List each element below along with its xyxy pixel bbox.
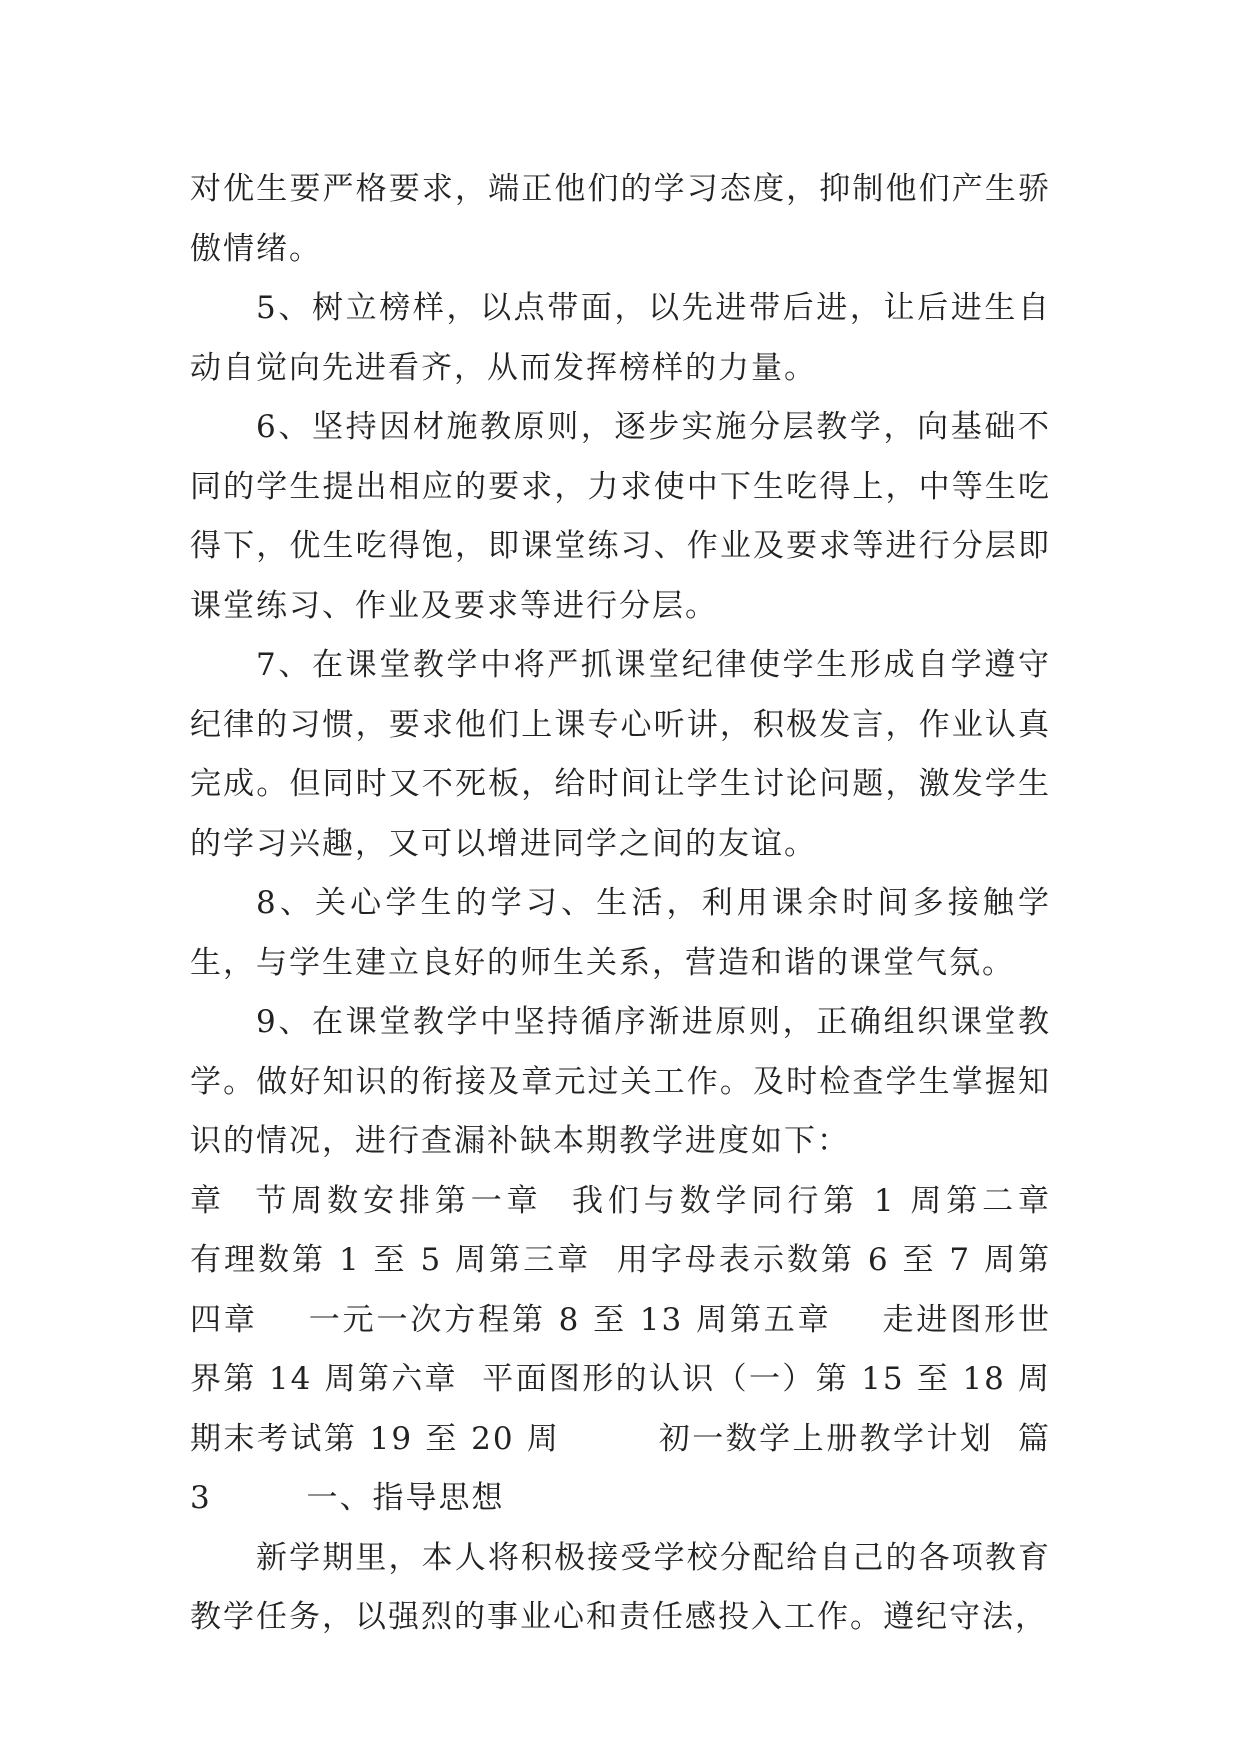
- paragraph-new-term: 新学期里，本人将积极接受学校分配给自己的各项教育教学任务，以强烈的事业心和责任感投入工作。遵纪守法，: [190, 1539, 1051, 1635]
- paragraph-schedule: 章 节周数安排第一章 我们与数学同行第 1 周第二章 有理数第 1 至 5 周第三章 用字母表示数第 6 至 7 周第四章 一元一次方程第 8 至 13 周第五章 走进图形世界第 14 周第六章 平面图形的认识（一）第 15 至 18 周期末考试第 19 至 20 周 初一数学上册教学计划 篇 3 一、指导思想: [190, 1182, 1099, 1516]
- paragraph-item-6: 6、坚持因材施教原则，逐步实施分层教学，向基础不同的学生提出相应的要求，力求使中下生吃得上，中等生吃得下，优生吃得饱，即课堂练习、作业及要求等进行分层即课堂练习、作业及要求等进行分层。: [190, 409, 1051, 624]
- paragraph-item-7: 7、在课堂教学中将严抓课堂纪律使学生形成自学遵守纪律的习惯，要求他们上课专心听讲，积极发言，作业认真完成。但同时又不死板，给时间让学生讨论问题，激发学生的学习兴趣，又可以增进同学之间的友谊。: [190, 647, 1051, 862]
- document-body: [190, 160, 1099, 1648]
- paragraph-item-8: 8、关心学生的学习、生活，利用课余时间多接触学生，与学生建立良好的师生关系，营造和谐的课堂气氛。: [190, 885, 1051, 981]
- paragraph-item-9: 9、在课堂教学中坚持循序渐进原则，正确组织课堂教学。做好知识的衔接及章元过关工作。及时检查学生掌握知识的情况，进行查漏补缺本期教学进度如下：: [190, 1004, 1051, 1159]
- paragraph-item-5: 5、树立榜样，以点带面，以先进带后进，让后进生自动自觉向先进看齐，从而发挥榜样的力量。: [190, 290, 1051, 386]
- paragraph-top-students: 对优生要严格要求，端正他们的学习态度，抑制他们产生骄傲情绪。: [190, 171, 1051, 267]
